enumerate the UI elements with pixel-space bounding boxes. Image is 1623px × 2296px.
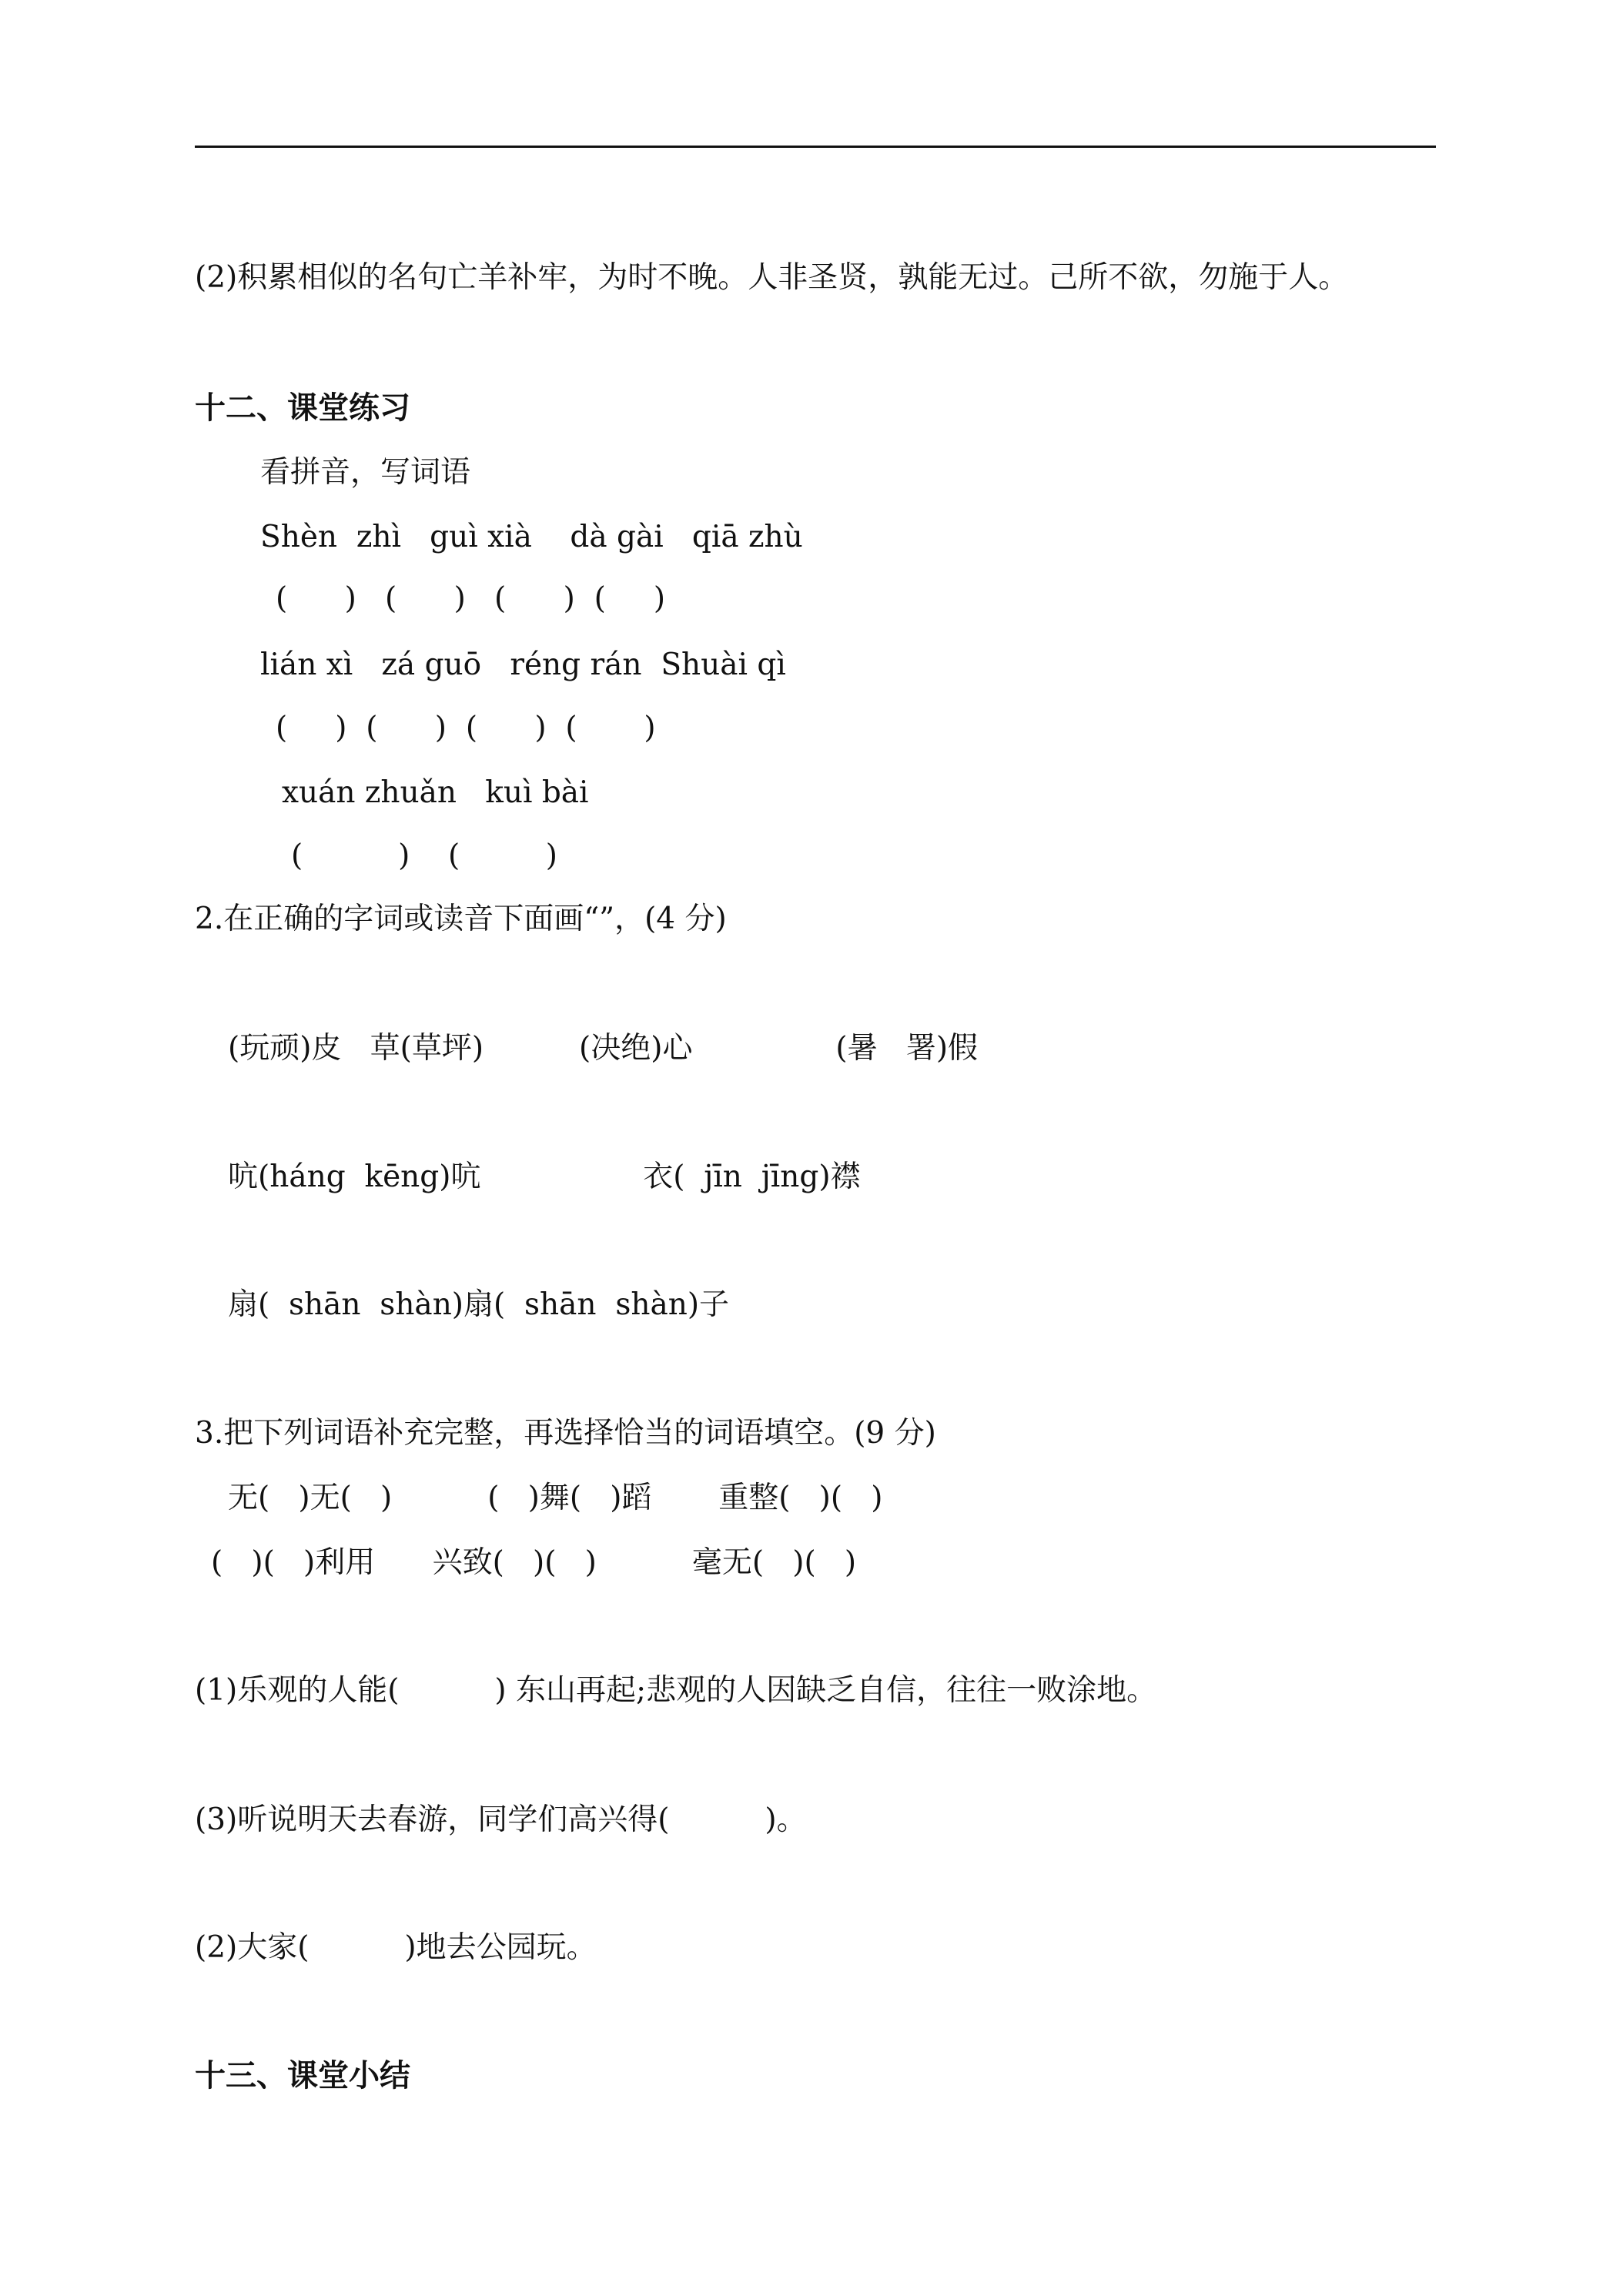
famous-sayings-line: (2)积累相似的名句亡羊补牢，为时不晚。人非圣贤，孰能无过。己所不欲，勿施于人。: [195, 260, 1349, 295]
pinyin-row-2: lián xì zá guō réng rán Shuài qì: [260, 648, 786, 682]
pinyin-instruction: 看拼音，写词语: [260, 455, 471, 490]
blanks-row-1: ( ) ( ) ( ) ( ): [276, 581, 666, 616]
section-12-heading: 十二、课堂练习: [195, 390, 410, 426]
question-3-row-1: 无( )无( ) ( )舞( )蹈 重整( )( ): [228, 1481, 883, 1515]
question-3-title: 3.把下列词语补充完整，再选择恰当的词语填空。(9 分): [195, 1416, 936, 1451]
pinyin-row-3: xuán zhuǎn kuì bài: [282, 775, 589, 810]
question-3-row-2: ( )( )利用 兴致( )( ) 毫无( )( ): [211, 1545, 857, 1580]
question-2-row-1: (玩顽)皮 草(草坪) (决绝)心 (暑 署)假: [228, 1031, 979, 1066]
question-2-title: 2.在正确的字词或读音下面画“”，(4 分): [195, 902, 727, 936]
header-rule: [195, 146, 1436, 148]
section-13-heading: 十三、课堂小结: [195, 2058, 410, 2094]
blanks-row-2: ( ) ( ) ( ) ( ): [276, 711, 656, 745]
question-3-sentence-3: (3)听说明天去春游，同学们高兴得( )。: [195, 1802, 807, 1837]
question-2-row-2: 吭(háng kēng)吭 衣( jīn jīng)襟: [228, 1160, 861, 1194]
question-2-row-3: 扇( shān shàn)扇( shān shàn)子: [228, 1287, 730, 1322]
blanks-row-3: ( ) ( ): [291, 838, 557, 873]
pinyin-row-1: Shèn zhì guì xià dà gài qiā zhù: [260, 520, 803, 554]
question-3-sentence-2: (2)大家( )地去公园玩。: [195, 1930, 597, 1965]
question-3-sentence-1: (1)乐观的人能( ) 东山再起;悲观的人因缺乏自信，往往一败涂地。: [195, 1673, 1157, 1708]
